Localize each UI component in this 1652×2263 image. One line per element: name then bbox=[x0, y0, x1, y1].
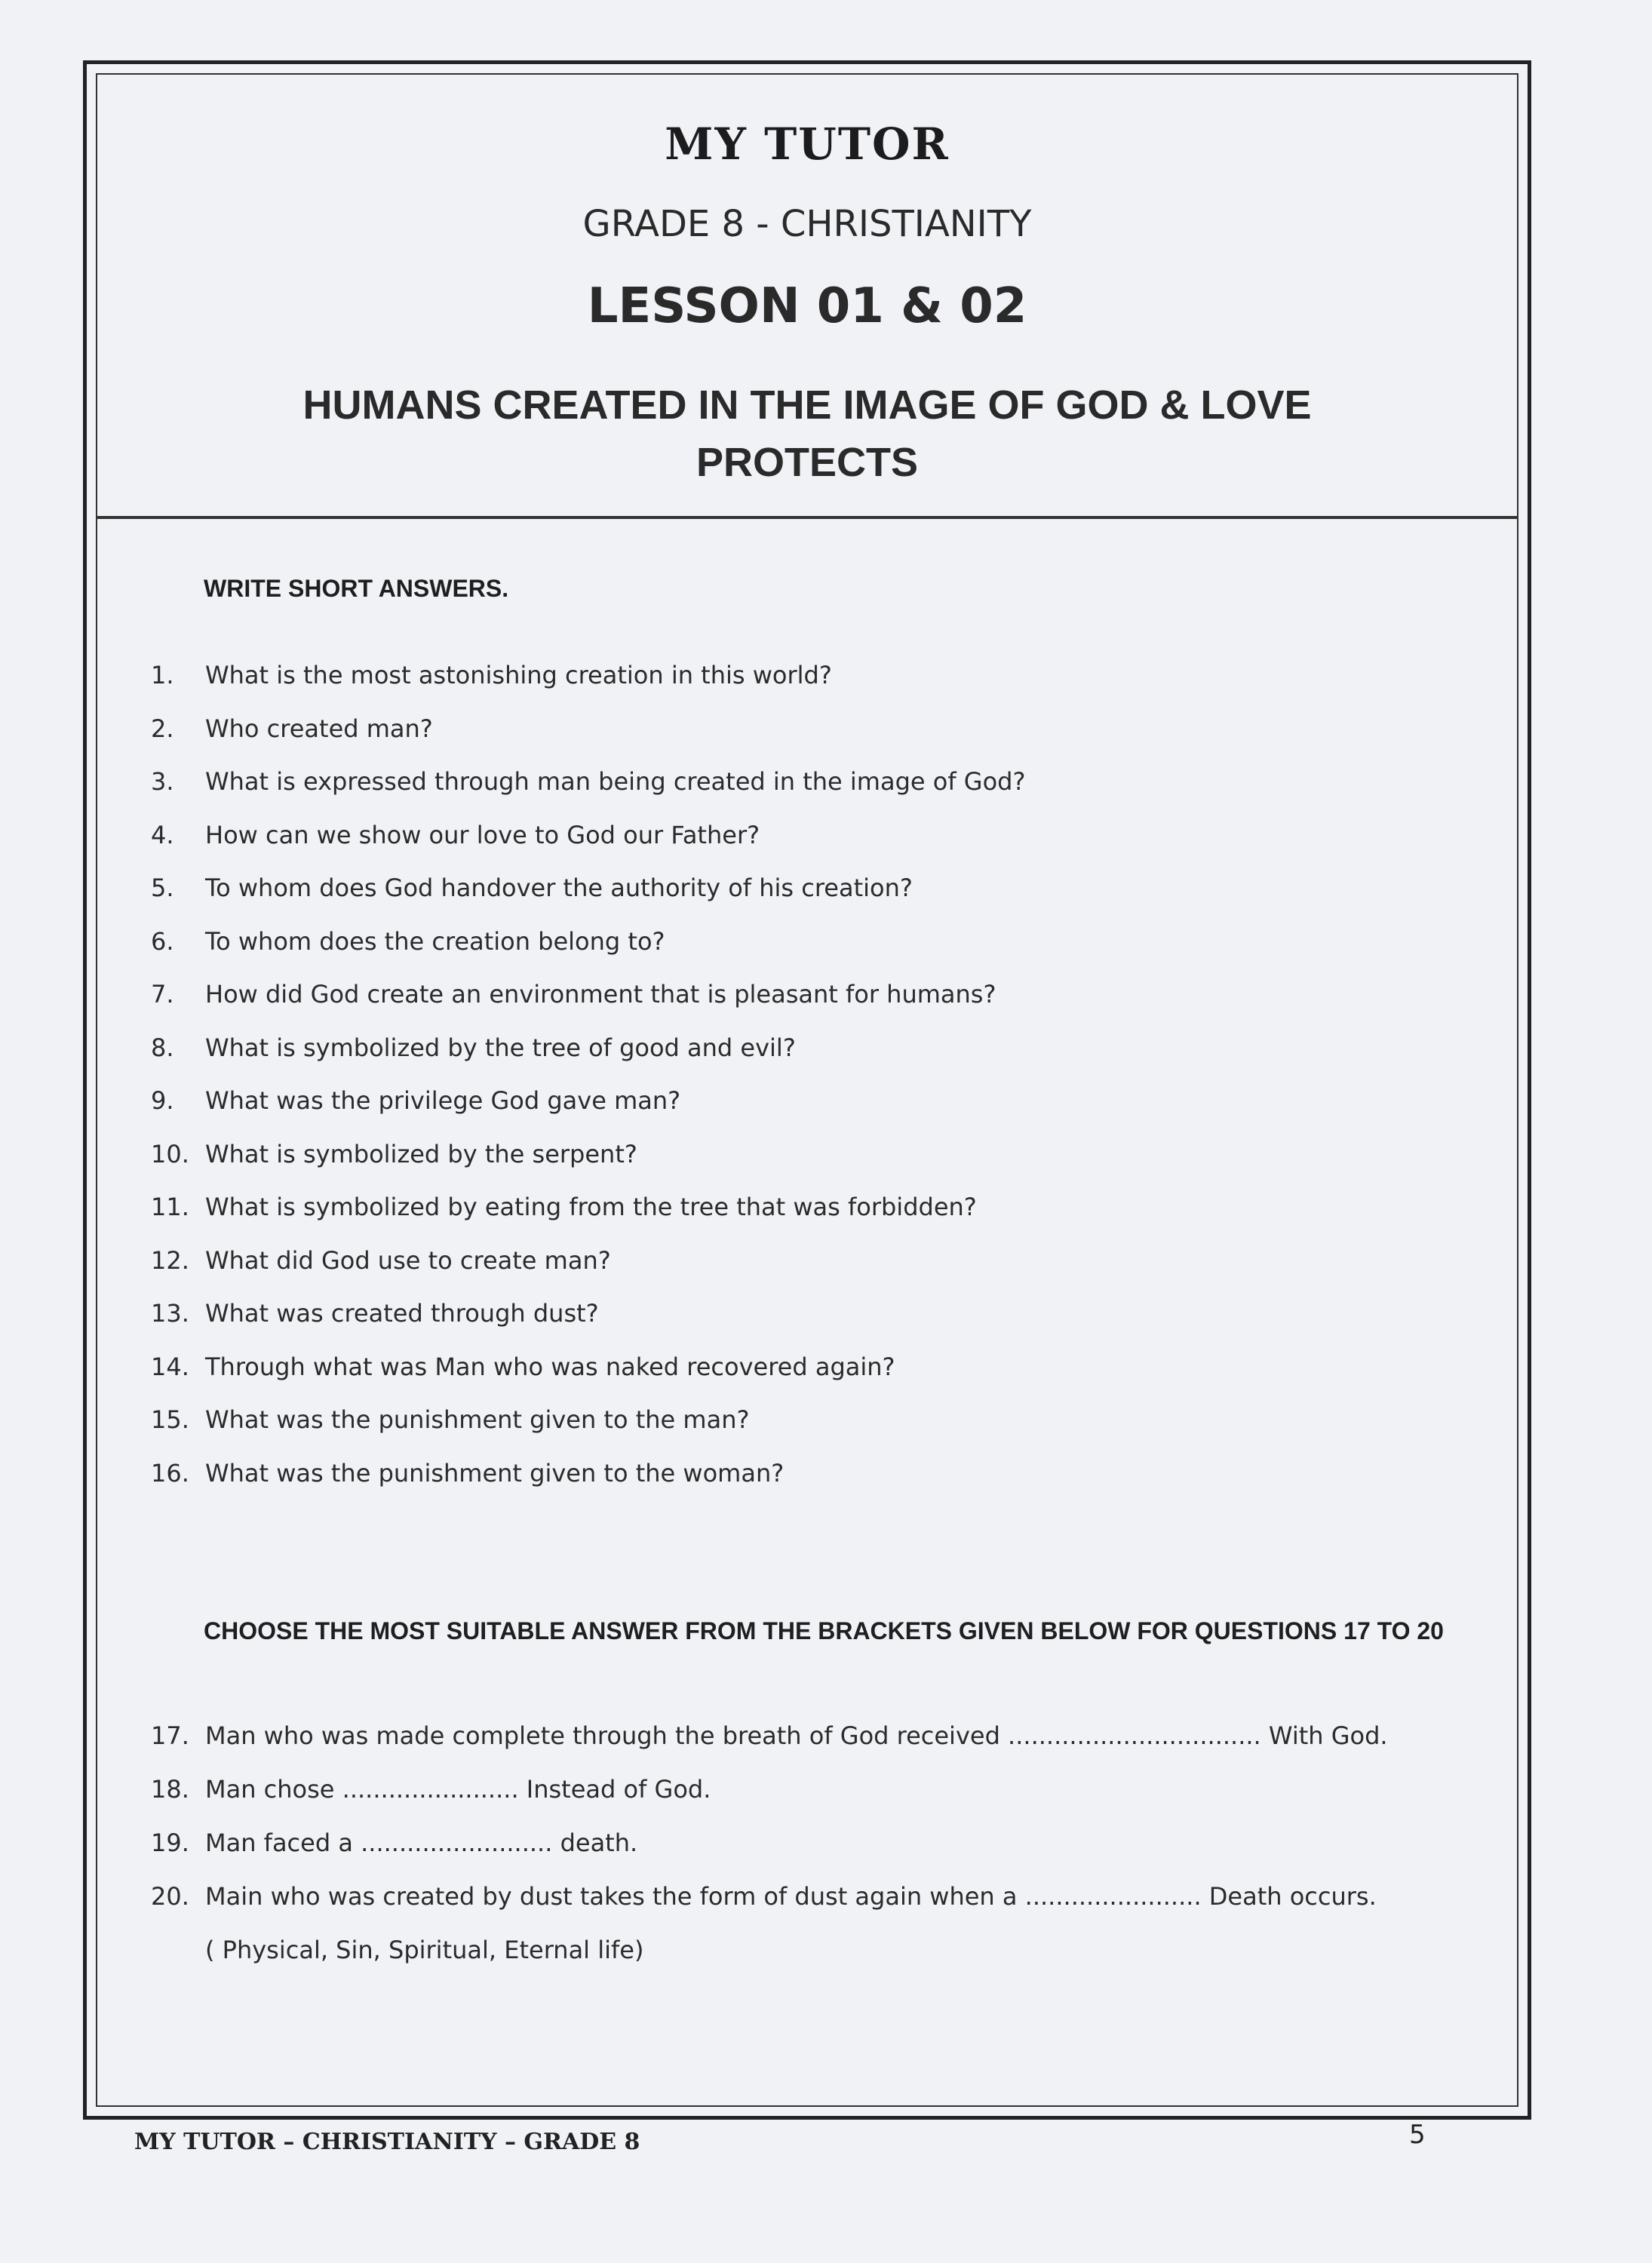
question-item bbox=[151, 1299, 599, 1328]
question-number: 12. bbox=[151, 1245, 189, 1275]
grade-subtitle: GRADE 8 - CHRISTIANITY bbox=[582, 203, 1032, 245]
question-text: Who created man? bbox=[205, 714, 433, 743]
question-text: What is symbolized by eating from the tree that was forbidden? bbox=[205, 1193, 977, 1221]
question-number: 7. bbox=[151, 980, 174, 1009]
question-item bbox=[151, 1086, 680, 1115]
question-text: Man who was made complete through the breath of God received ................................. With God. bbox=[205, 1721, 1388, 1750]
question-item bbox=[151, 1829, 637, 1857]
question-text: What is symbolized by the tree of good and evil? bbox=[205, 1033, 796, 1062]
question-number: 2. bbox=[151, 714, 174, 743]
page-number: 5 bbox=[1409, 2120, 1426, 2150]
question-text: Main who was created by dust takes the form of dust again when a ....................... Death occurs. bbox=[205, 1882, 1377, 1911]
question-number: 17. bbox=[151, 1721, 189, 1750]
question-item bbox=[151, 714, 433, 743]
question-text: To whom does God handover the authority of his creation? bbox=[205, 874, 913, 902]
question-item bbox=[151, 1721, 1388, 1750]
question-text: How can we show our love to God our Father? bbox=[205, 820, 760, 849]
topic-title: HUMANS CREATED IN THE IMAGE OF GOD & LOVE PROTECTS bbox=[302, 382, 1312, 485]
question-item bbox=[151, 1882, 1377, 1911]
question-item bbox=[151, 874, 913, 902]
question-number: 6. bbox=[151, 926, 174, 956]
question-number: 4. bbox=[151, 820, 174, 849]
question-number: 5. bbox=[151, 874, 174, 902]
question-text: How did God create an environment that is pleasant for humans? bbox=[205, 980, 996, 1009]
question-item bbox=[151, 1775, 711, 1804]
question-number: 18. bbox=[151, 1775, 189, 1804]
brand-title: MY TUTOR bbox=[665, 118, 950, 170]
question-text: What was the privilege God gave man? bbox=[205, 1086, 681, 1115]
question-text: What is symbolized by the serpent? bbox=[205, 1139, 637, 1168]
question-item bbox=[151, 1193, 977, 1221]
question-number: 1. bbox=[151, 661, 174, 689]
header-box bbox=[97, 75, 1517, 519]
question-text: To whom does the creation belong to? bbox=[205, 926, 665, 956]
question-number: 11. bbox=[151, 1193, 189, 1221]
choose-heading: CHOOSE THE MOST SUITABLE ANSWER FROM THE BRACKETS GIVEN BELOW FOR QUESTIONS 17 TO 20 bbox=[204, 1617, 1444, 1644]
short-answers-heading: WRITE SHORT ANSWERS. bbox=[204, 575, 509, 602]
question-item bbox=[151, 1459, 784, 1488]
question-item bbox=[151, 821, 760, 849]
question-number: 9. bbox=[151, 1086, 174, 1115]
question-text: Man faced a ......................... death. bbox=[205, 1829, 638, 1857]
question-number: 15. bbox=[151, 1405, 189, 1434]
question-item bbox=[151, 1353, 895, 1381]
question-item bbox=[151, 927, 665, 956]
question-number: 8. bbox=[151, 1033, 174, 1062]
question-number: 19. bbox=[151, 1829, 189, 1857]
question-number: 13. bbox=[151, 1299, 189, 1328]
question-text: What was the punishment given to the woman? bbox=[205, 1458, 785, 1488]
question-item bbox=[151, 1405, 749, 1434]
lesson-title: LESSON 01 & 02 bbox=[587, 278, 1027, 334]
footer-title: MY TUTOR – CHRISTIANITY – GRADE 8 bbox=[134, 2129, 640, 2155]
question-text: Through what was Man who was naked recovered again? bbox=[205, 1352, 895, 1381]
question-number: 16. bbox=[151, 1458, 189, 1488]
question-text: What is the most astonishing creation in this world? bbox=[205, 661, 832, 689]
question-text: Man chose ....................... Instead of God. bbox=[205, 1775, 711, 1804]
question-number: 14. bbox=[151, 1352, 189, 1381]
question-number: 10. bbox=[151, 1139, 189, 1168]
question-text: What is expressed through man being created in the image of God? bbox=[205, 767, 1026, 796]
question-number: 20. bbox=[151, 1882, 189, 1911]
question-item bbox=[151, 1140, 637, 1168]
question-item bbox=[151, 1246, 611, 1275]
question-text: What was the punishment given to the man? bbox=[205, 1405, 750, 1434]
question-item bbox=[151, 980, 996, 1009]
question-item bbox=[151, 767, 1025, 796]
question-text: What was created through dust? bbox=[205, 1299, 599, 1328]
question-text: What did God use to create man? bbox=[205, 1245, 611, 1275]
answer-options: ( Physical, Sin, Spiritual, Eternal life) bbox=[205, 1936, 644, 1964]
question-item bbox=[151, 661, 832, 689]
question-item bbox=[151, 1033, 796, 1062]
question-number: 3. bbox=[151, 767, 174, 796]
